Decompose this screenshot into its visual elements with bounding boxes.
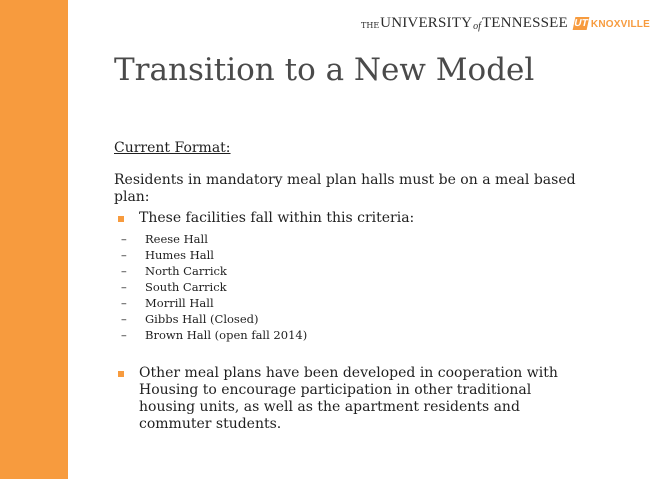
logo-of: of (473, 21, 481, 32)
dash-marker: – (121, 248, 127, 262)
list-item (121, 327, 614, 343)
bullet-text: Other meal plans have been developed in cooperation with Housing to encourage participation in other traditional housing units, as well as the apartment residents and commuter students. (139, 365, 558, 432)
facility-list (114, 231, 614, 343)
dash-marker: – (121, 328, 127, 342)
list-item-text: North Carrick (145, 264, 227, 278)
list-item (121, 263, 614, 279)
list-item (121, 231, 614, 247)
dash-marker: – (121, 296, 127, 310)
square-bullet-icon (118, 371, 124, 377)
logo-the: THE (361, 21, 380, 30)
list-item (121, 311, 614, 327)
bullet-text: These facilities fall within this criteria: (139, 210, 415, 226)
current-format-heading: Current Format: (114, 140, 231, 156)
square-bullet-icon (118, 216, 124, 222)
dash-marker: – (121, 280, 127, 294)
intro-paragraph: Residents in mandatory meal plan halls must be on a meal based plan: (114, 172, 576, 205)
list-item-text: Gibbs Hall (Closed) (145, 312, 259, 326)
university-logo (361, 12, 650, 32)
dash-marker: – (121, 264, 127, 278)
logo-university: UNIVERSITY (380, 15, 473, 31)
slide-body (114, 140, 614, 433)
list-item-text: Humes Hall (145, 248, 214, 262)
logo-tennessee: TENNESSEE (481, 15, 568, 31)
bullet-other-meal-plans (114, 365, 614, 433)
accent-sidebar (0, 0, 68, 479)
list-item-text: Brown Hall (open fall 2014) (145, 328, 308, 342)
bullet-facilities (114, 210, 614, 227)
list-item (121, 247, 614, 263)
ut-logo-icon: UT (573, 18, 589, 29)
list-item (121, 279, 614, 295)
list-item (121, 295, 614, 311)
list-item-text: South Carrick (145, 280, 227, 294)
dash-marker: – (121, 232, 127, 246)
dash-marker: – (121, 312, 127, 326)
list-item-text: Reese Hall (145, 232, 208, 246)
list-item-text: Morrill Hall (145, 296, 214, 310)
slide-title: Transition to a New Model (114, 52, 535, 88)
logo-knoxville: KNOXVILLE (590, 19, 650, 30)
